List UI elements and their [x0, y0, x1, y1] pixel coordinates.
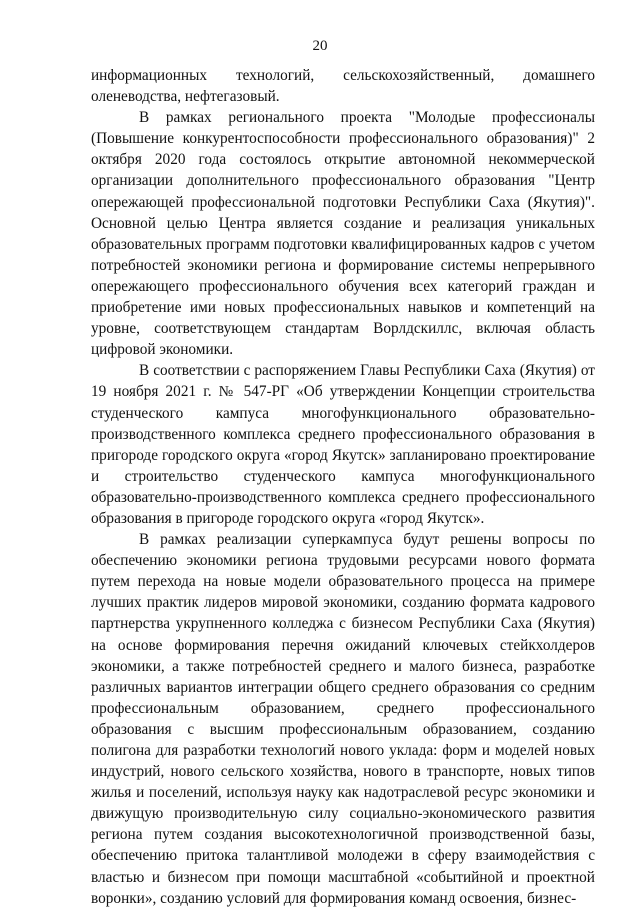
body-text — [91, 65, 595, 909]
paragraph-campus-decree: В соответствии с распоряжением Главы Республики Саха (Якутия) от 19 ноября 2021 г. № 547-РГ «Об утверждении Концепции строительства студенческого кампуса многофункционального образовательно-производственного комплекса среднего профессионального образования в пригороде городского округа «город Якутск» запланировано проектирование и строительство студенческого кампуса многофункционального образовательно-производственного комплекса среднего профессионального образования в пригороде городского округа «город Якутск». — [91, 362, 595, 527]
paragraph-supercampus: В рамках реализации суперкампуса будут решены вопросы по обеспечению экономики региона трудовыми ресурсами нового формата путем перехода на новые модели образовательного процесса на примере лучших практик лидеров мировой экономики, созданию формата кадрового партнерства укрупненного колледжа с бизнесом Республики Саха (Якутия) на основе формирования перечня ожиданий ключевых стейкхолдеров экономики, а также потребностей среднего и малого бизнеса, разработке различных вариантов интеграции общего среднего образования со средним профессиональным образованием, среднего профессионального образования с высшим профессиональным образованием, созданию полигона для разработки технологий нового уклада: форм и моделей новых индустрий, нового сельского хозяйства, нового в транспорте, новых типов жилья и поселений, используя науку как надотраслевой ресурс экономики и движущую производительную силу социально-экономического развития региона путем создания высокотехнологичной производственной базы, обеспечению притока талантливой молодежи в сферу взаимодействия с властью и бизнесом при помощи масштабной «событийной и проектной воронки», созданию условий для формирования команд освоения, бизнес- — [91, 531, 595, 907]
paragraph-young-professionals: В рамках регионального проекта "Молодые профессионалы (Повышение конкурентоспособности профессионального образования)" 2 октября 2020 года состоялось открытие автономной некоммерческой организации дополнительного профессионального образования "Центр опережающей профессиональной подготовки Республики Саха (Якутия)". Основной целью Центра является создание и реализация уникальных образовательных программ подготовки квалифицированных кадров с учетом потребностей экономики региона и формирование системы непрерывного опережающего профессионального обучения всех категорий граждан и приобретение ими новых профессиональных навыков и компетенций на уровне, соответствующем стандартам Ворлдскиллс, включая область цифровой экономики. — [91, 109, 595, 359]
page-number: 20 — [312, 38, 328, 54]
paragraph-continuation: информационных технологий, сельскохозяйственный, домашнего оленеводства, нефтегазовый. — [91, 67, 595, 106]
